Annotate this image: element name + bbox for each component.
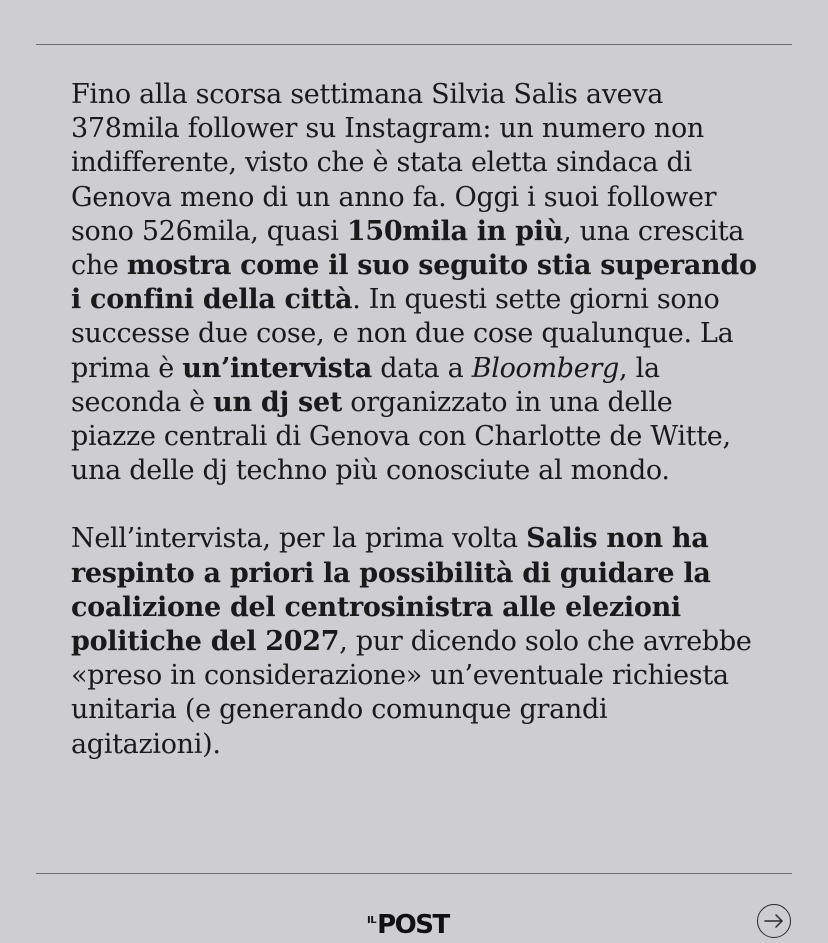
text-run-bold: un’intervista xyxy=(182,352,372,384)
text-run-bold: 150mila in più xyxy=(346,215,564,247)
logo-prefix: IL xyxy=(367,915,377,926)
text-run-bold: un dj set xyxy=(213,386,342,418)
article-paragraph-1 xyxy=(71,78,761,488)
arrow-right-circle-icon xyxy=(764,914,784,928)
bottom-divider xyxy=(36,873,792,874)
text-run-normal: , pur dicendo solo che avrebbe «preso in considerazione» un’eventuale richiesta unitaria (e generando comunque grandi agitazioni). xyxy=(71,626,752,760)
text-run-normal: . In questi sette giorni sono successe due cose, e non due cose qualunque. La prima è xyxy=(71,284,734,384)
text-run-italic: Bloomberg xyxy=(471,352,620,384)
top-divider xyxy=(36,44,792,45)
next-page-button[interactable] xyxy=(757,904,791,938)
text-run-normal: , la seconda è xyxy=(71,352,660,418)
text-run-normal: , una crescita che xyxy=(71,215,745,282)
text-run-normal: data a xyxy=(371,352,472,384)
text-run-normal: Fino alla scorsa settimana Silvia Salis aveva 378mila follower su Instagram: un numero non indifferente, visto che è stata eletta sindaca di Genova meno di un anno fa. Oggi i suoi follower sono 526mila, quasi xyxy=(71,79,717,247)
logo-wordmark: POST xyxy=(377,910,449,940)
article-paragraph-2 xyxy=(71,522,761,761)
text-run-normal: Nell’intervista, per la prima volta xyxy=(71,523,527,555)
text-run-bold: mostra come il suo seguito stia superando i confini della città xyxy=(71,250,757,316)
il-post-logo xyxy=(367,904,449,940)
text-run-bold: Salis non ha respinto a priori la possibilità di guidare la coalizione del centrosinistra alle elezioni politiche del 2027 xyxy=(71,523,711,658)
text-run-normal: organizzato in una delle piazze centrali di Genova con Charlotte de Witte, una delle dj techno più conosciute al mondo. xyxy=(71,386,731,487)
article-body xyxy=(71,78,761,762)
